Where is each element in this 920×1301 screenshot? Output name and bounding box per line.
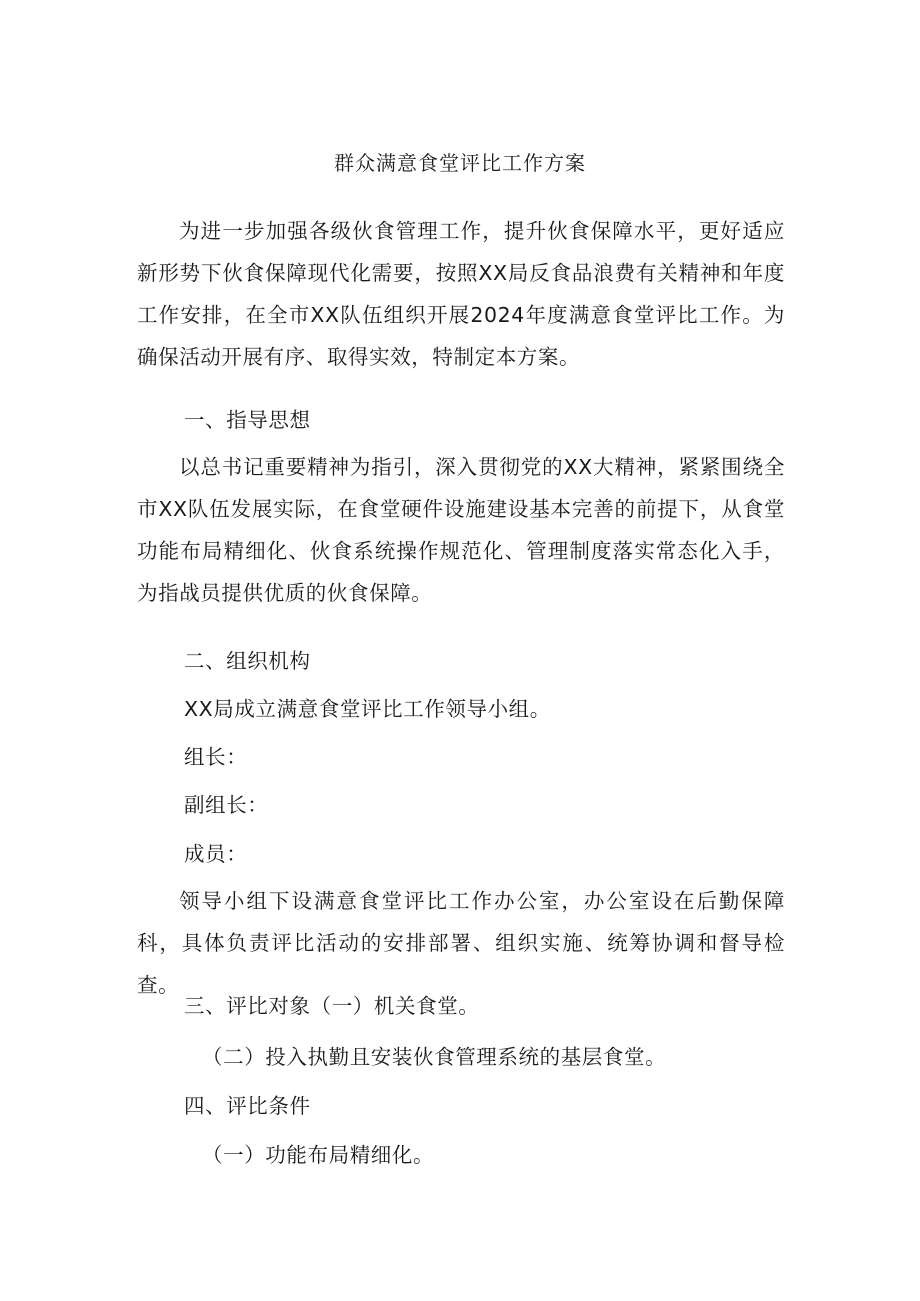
section4-heading: 四、评比条件 (184, 1094, 311, 1118)
section3-item2: （二）投入执勤且安装伙食管理系统的基层食堂。 (202, 1045, 667, 1069)
section3-heading: 三、评比对象（一）机关食堂。 (184, 994, 480, 1018)
section4-item1: （一）功能布局精细化。 (202, 1143, 435, 1167)
section2-heading: 二、组织机构 (184, 649, 311, 673)
document-title: 群众满意食堂评比工作方案 (334, 151, 586, 175)
section2-body: XX局成立满意食堂评比工作领导小组。 (184, 697, 551, 721)
members-line: 成员： (184, 842, 248, 866)
office-paragraph: 领导小组下设满意食堂评比工作办公室，办公室设在后勤保障科，具体负责评比活动的安排部署、组织实施、统筹协调和督导检查。 (137, 889, 785, 997)
section1-heading: 一、指导思想 (184, 408, 311, 432)
deputy-leader-line: 副组长： (184, 793, 269, 817)
section1-body: 以总书记重要精神为指引，深入贯彻党的XX大精神，紧紧围绕全市XX队伍发展实际，在食堂硬件设施建设基本完善的前提下，从食堂功能布局精细化、伙食系统操作规范化、管理制度落实常态化入手，为指战员提供优质的伙食保障。 (137, 455, 785, 605)
leader-line: 组长： (184, 745, 248, 769)
intro-paragraph: 为进一步加强各级伙食管理工作，提升伙食保障水平，更好适应新形势下伙食保障现代化需要，按照XX局反食品浪费有关精神和年度工作安排，在全市XX队伍组织开展2024年度满意食堂评比工作。为确保活动开展有序、取得实效，特制定本方案。 (137, 219, 785, 369)
